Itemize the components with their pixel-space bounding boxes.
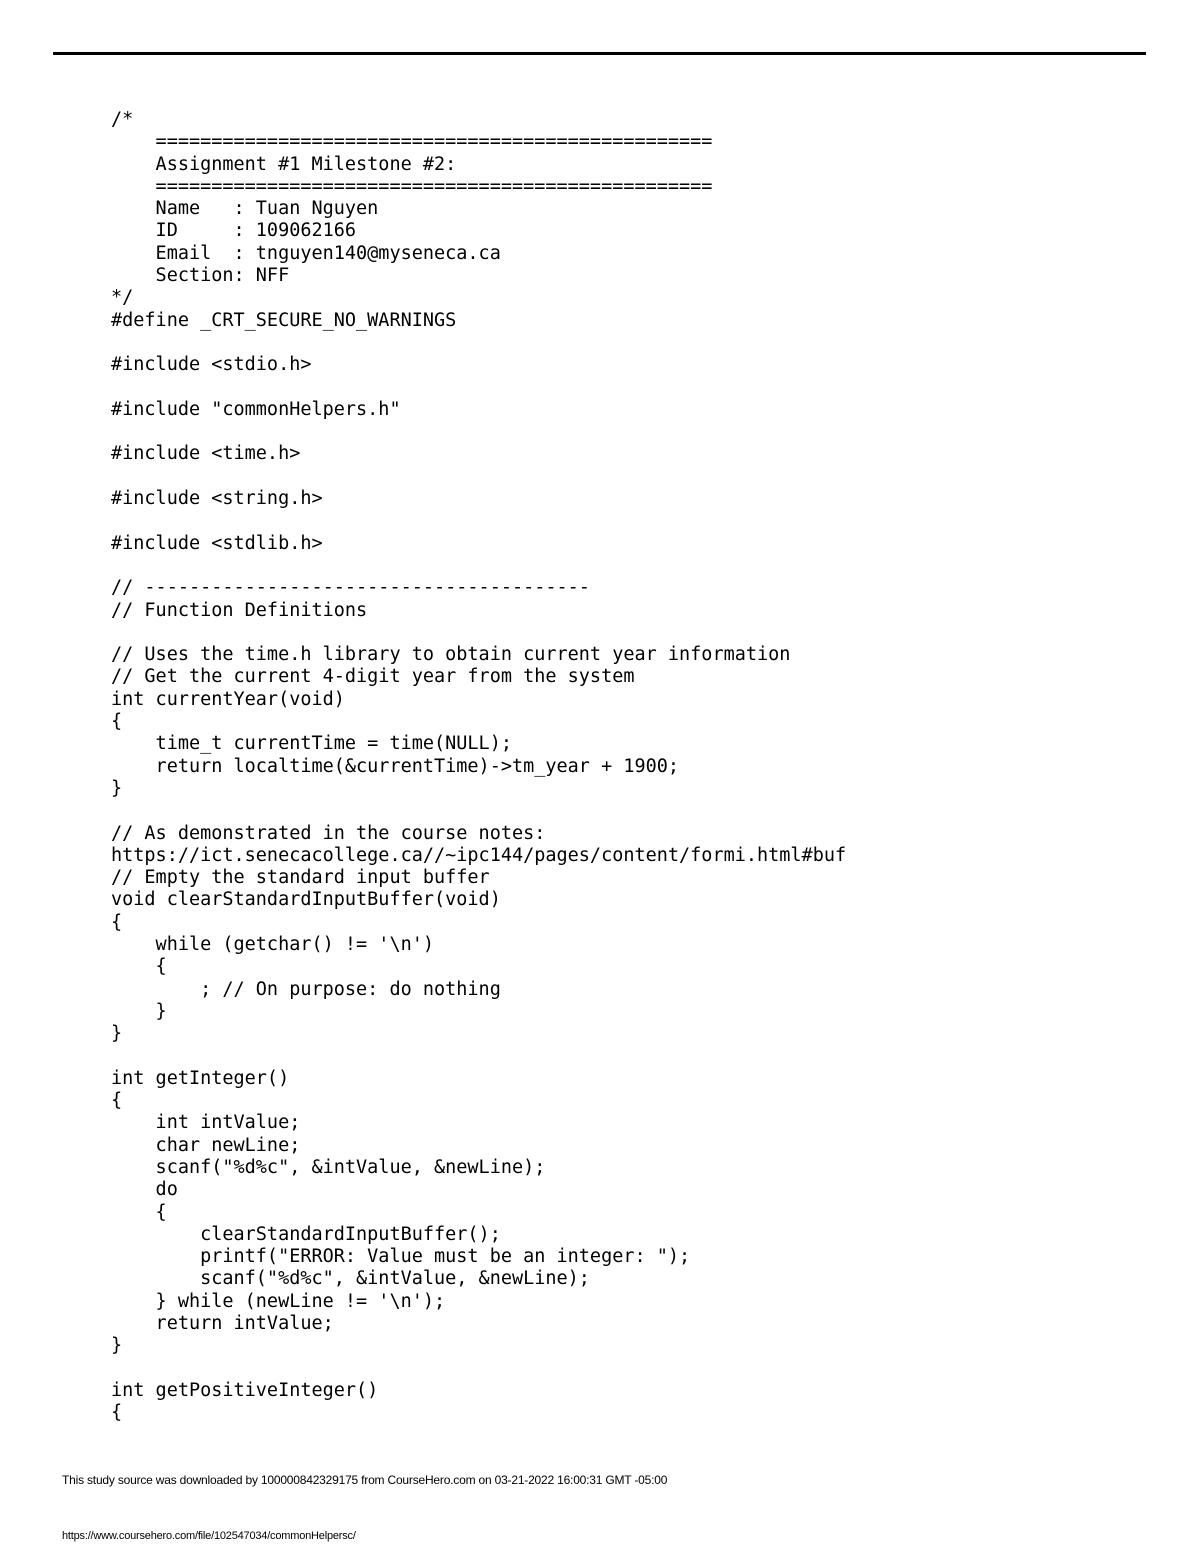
code-line: clearStandardInputBuffer(); xyxy=(111,1223,501,1245)
code-line: { xyxy=(111,911,123,933)
code-line: { xyxy=(111,956,167,978)
code-line: { xyxy=(111,711,123,733)
code-line: return intValue; xyxy=(111,1313,334,1335)
code-line xyxy=(111,421,846,443)
code-line: scanf("%d%c", &intValue, &newLine); xyxy=(111,1268,590,1290)
code-line: Name : Tuan Nguyen xyxy=(111,198,379,220)
code-line: ; // On purpose: do nothing xyxy=(111,978,501,1000)
code-line: scanf("%d%c", &intValue, &newLine); xyxy=(111,1156,546,1178)
code-line: // Empty the standard input buffer xyxy=(111,867,490,889)
code-line: } xyxy=(111,777,123,799)
code-line: https://ict.senecacollege.ca//~ipc144/pages/content/formi.html#buf xyxy=(111,844,847,866)
code-line: #include <stdlib.h> xyxy=(111,532,323,554)
code-line: #include <time.h> xyxy=(111,443,301,465)
code-line: ================================================== xyxy=(111,131,713,153)
code-line xyxy=(111,1358,846,1380)
code-line: } xyxy=(111,1023,123,1045)
source-code-block xyxy=(111,109,846,1425)
code-line xyxy=(111,800,846,822)
code-line: } xyxy=(111,1335,123,1357)
code-line: // Uses the time.h library to obtain current year information xyxy=(111,644,791,666)
code-line xyxy=(111,1045,846,1067)
code-line: ID : 109062166 xyxy=(111,220,357,242)
code-line xyxy=(111,555,846,577)
code-line: #define _CRT_SECURE_NO_WARNINGS xyxy=(111,309,457,331)
code-line: int getInteger() xyxy=(111,1067,290,1089)
code-line xyxy=(111,332,846,354)
code-line: Assignment #1 Milestone #2: xyxy=(111,153,457,175)
code-line: } xyxy=(111,1000,167,1022)
code-line: int currentYear(void) xyxy=(111,688,345,710)
code-line: ================================================== xyxy=(111,175,713,197)
code-line: return localtime(&currentTime)->tm_year + 1900; xyxy=(111,755,680,777)
code-line xyxy=(111,510,846,532)
source-url: https://www.coursehero.com/file/102547034/commonHelpersc/ xyxy=(62,1530,356,1542)
code-line: { xyxy=(111,1090,123,1112)
code-line: */ xyxy=(111,287,134,309)
code-line: time_t currentTime = time(NULL); xyxy=(111,733,512,755)
code-line: void clearStandardInputBuffer(void) xyxy=(111,889,501,911)
code-line: #include <string.h> xyxy=(111,488,323,510)
code-line: #include <stdio.h> xyxy=(111,354,312,376)
download-source-notice: This study source was downloaded by 100000842329175 from CourseHero.com on 03-21-2022 16:00:31 GMT -05:00 xyxy=(62,1473,668,1487)
code-line: do xyxy=(111,1179,178,1201)
code-line: { xyxy=(111,1201,167,1223)
code-line xyxy=(111,377,846,399)
code-line: // Function Definitions xyxy=(111,599,368,621)
code-line: // Get the current 4-digit year from the system xyxy=(111,666,635,688)
code-line: int intValue; xyxy=(111,1112,301,1134)
code-line: int getPositiveInteger() xyxy=(111,1379,379,1401)
code-line xyxy=(111,622,846,644)
code-line: } while (newLine != '\n'); xyxy=(111,1290,446,1312)
code-line xyxy=(111,466,846,488)
code-line: printf("ERROR: Value must be an integer: "); xyxy=(111,1246,691,1268)
code-line: Email : tnguyen140@myseneca.ca xyxy=(111,242,501,264)
code-line: // ---------------------------------------- xyxy=(111,577,590,599)
code-line: // As demonstrated in the course notes: xyxy=(111,822,546,844)
header-rule xyxy=(53,52,1146,55)
code-line: Section: NFF xyxy=(111,265,290,287)
code-line: while (getchar() != '\n') xyxy=(111,933,435,955)
code-line: #include "commonHelpers.h" xyxy=(111,398,401,420)
code-line: { xyxy=(111,1402,123,1424)
code-line: char newLine; xyxy=(111,1134,301,1156)
code-line: /* xyxy=(111,109,134,130)
